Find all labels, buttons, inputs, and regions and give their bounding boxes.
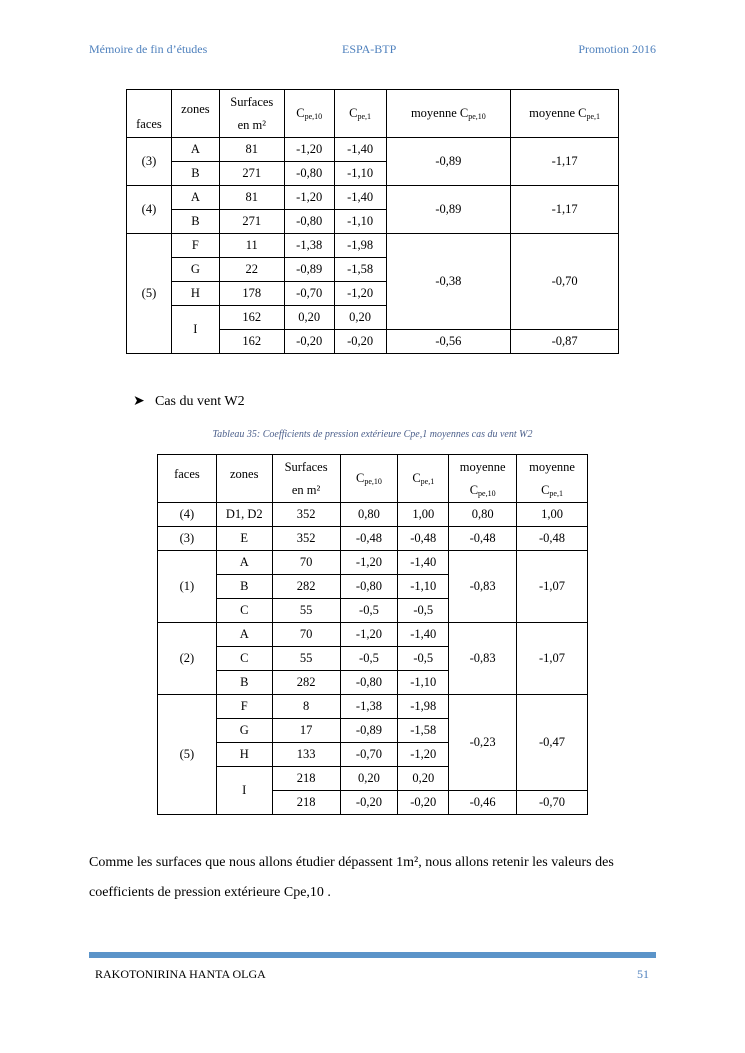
table-header-row bbox=[127, 90, 619, 138]
cell-cpe10: -0,80 bbox=[340, 575, 398, 599]
cell-cpe10: -0,48 bbox=[340, 527, 398, 551]
cell-cpe10: -0,70 bbox=[284, 282, 334, 306]
cell-moy-cpe1: -0,70 bbox=[517, 791, 588, 815]
section-bullet bbox=[133, 393, 245, 410]
table-row bbox=[158, 695, 588, 719]
cell-moy-cpe1: -1,07 bbox=[517, 623, 588, 695]
cell-cpe1: -1,10 bbox=[398, 671, 449, 695]
table-wind-w2-coefficients bbox=[157, 454, 588, 815]
cell-surface: 81 bbox=[219, 186, 284, 210]
cell-zone: I bbox=[216, 767, 272, 815]
col-faces: faces bbox=[158, 455, 217, 503]
cell-moy-cpe1: -0,87 bbox=[511, 330, 619, 354]
col-zones: zones bbox=[171, 90, 219, 138]
table-row bbox=[127, 234, 619, 258]
cpe1-sub: pe,1 bbox=[420, 477, 435, 487]
cell-cpe1: -1,98 bbox=[398, 695, 449, 719]
cell-cpe1: -0,5 bbox=[398, 647, 449, 671]
col-zones: zones bbox=[216, 455, 272, 503]
col-cpe10: $C_{pe,10}$ bbox=[340, 455, 398, 503]
table-wind-w1-coefficients bbox=[126, 89, 619, 354]
cell-surface: 162 bbox=[219, 306, 284, 330]
cell-zone: A bbox=[171, 186, 219, 210]
col-surfaces-line2: en m² bbox=[291, 482, 321, 497]
cell-zone: F bbox=[171, 234, 219, 258]
cell-zone: I bbox=[171, 306, 219, 354]
table-row bbox=[158, 551, 588, 575]
cell-moy-cpe10: 0,80 bbox=[449, 503, 517, 527]
cell-cpe1: -1,58 bbox=[334, 258, 386, 282]
cell-cpe10: -0,89 bbox=[340, 719, 398, 743]
cell-cpe1: -1,58 bbox=[398, 719, 449, 743]
moy-cpe1-sub: pe,1 bbox=[549, 488, 563, 498]
cell-moy-cpe1: -1,17 bbox=[511, 186, 619, 234]
cell-cpe10: 0,20 bbox=[284, 306, 334, 330]
cell-cpe1: -1,20 bbox=[334, 282, 386, 306]
col-moyenne-label: moyenne bbox=[459, 459, 506, 474]
cell-moy-cpe10: -0,89 bbox=[386, 186, 511, 234]
cell-cpe1: -0,48 bbox=[398, 527, 449, 551]
cell-zone: B bbox=[171, 162, 219, 186]
table-row bbox=[127, 186, 619, 210]
cell-zone: G bbox=[171, 258, 219, 282]
cell-surface: 352 bbox=[272, 503, 340, 527]
cell-cpe10: -0,5 bbox=[340, 647, 398, 671]
cell-moy-cpe10: -0,48 bbox=[449, 527, 517, 551]
col-moyenne-cpe10: moyenne $C_{pe,10}$ bbox=[449, 455, 517, 503]
cell-moy-cpe10: -0,89 bbox=[386, 138, 511, 186]
cell-surface: 11 bbox=[219, 234, 284, 258]
cpe10-sub: pe,10 bbox=[364, 477, 382, 487]
cell-zone: C bbox=[216, 599, 272, 623]
cell-surface: 352 bbox=[272, 527, 340, 551]
cell-cpe10: -1,20 bbox=[340, 551, 398, 575]
col-surfaces bbox=[272, 455, 340, 503]
cell-cpe10: -1,38 bbox=[284, 234, 334, 258]
col-faces: faces bbox=[127, 90, 172, 138]
cell-zone: A bbox=[171, 138, 219, 162]
cell-cpe10: 0,80 bbox=[340, 503, 398, 527]
cell-surface: 55 bbox=[272, 647, 340, 671]
cell-moy-cpe1: -0,48 bbox=[517, 527, 588, 551]
col-moyenne-cpe1: moyenne $C_{pe,1}$ bbox=[517, 455, 588, 503]
moy-cpe1-sub: pe,1 bbox=[586, 112, 601, 122]
cell-surface: 70 bbox=[272, 623, 340, 647]
cell-face: (2) bbox=[158, 623, 217, 695]
body-paragraph: Comme les surfaces que nous allons étudier dépassent 1m², nous allons retenir les valeurs des coefficients de pression extérieure Cpe,10 . bbox=[89, 855, 614, 900]
cell-cpe10: -0,5 bbox=[340, 599, 398, 623]
cell-moy-cpe10: -0,23 bbox=[449, 695, 517, 791]
cell-cpe10: -0,70 bbox=[340, 743, 398, 767]
footer-author: RAKOTONIRINA HANTA OLGA bbox=[95, 967, 266, 981]
moy-cpe10-sub: pe,10 bbox=[468, 112, 486, 122]
cell-cpe10: -1,20 bbox=[284, 138, 334, 162]
cell-cpe1: -0,20 bbox=[334, 330, 386, 354]
cell-surface: 218 bbox=[272, 767, 340, 791]
header-right: Promotion 2016 bbox=[578, 42, 656, 56]
cell-cpe1: -1,10 bbox=[398, 575, 449, 599]
header-center: ESPA-BTP bbox=[342, 42, 397, 56]
table-row bbox=[127, 138, 619, 162]
cell-zone: A bbox=[216, 551, 272, 575]
cell-cpe1: 0,20 bbox=[398, 767, 449, 791]
cell-surface: 271 bbox=[219, 162, 284, 186]
col-cpe1: $C_{pe,1}$ bbox=[334, 90, 386, 138]
table-row bbox=[158, 503, 588, 527]
cell-face: (4) bbox=[127, 186, 172, 234]
cell-moy-cpe10: -0,38 bbox=[386, 234, 511, 330]
cell-surface: 218 bbox=[272, 791, 340, 815]
cell-surface: 178 bbox=[219, 282, 284, 306]
cell-cpe10: -0,80 bbox=[284, 162, 334, 186]
col-cpe1: $C_{pe,1}$ bbox=[398, 455, 449, 503]
cell-surface: 162 bbox=[219, 330, 284, 354]
cell-surface: 22 bbox=[219, 258, 284, 282]
cell-zone: E bbox=[216, 527, 272, 551]
cell-surface: 8 bbox=[272, 695, 340, 719]
page-number: 51 bbox=[637, 967, 649, 981]
cell-zone: H bbox=[171, 282, 219, 306]
arrow-bullet-icon: ➤ bbox=[133, 394, 145, 409]
cell-cpe1: -1,10 bbox=[334, 162, 386, 186]
cell-cpe1: -1,40 bbox=[398, 623, 449, 647]
cell-cpe10: -0,80 bbox=[340, 671, 398, 695]
table-row bbox=[158, 527, 588, 551]
cell-moy-cpe10: -0,46 bbox=[449, 791, 517, 815]
cell-face: (5) bbox=[158, 695, 217, 815]
cell-moy-cpe1: -0,47 bbox=[517, 695, 588, 791]
cell-zone: B bbox=[171, 210, 219, 234]
cell-zone: F bbox=[216, 695, 272, 719]
col-surfaces-line1: Surfaces bbox=[284, 459, 328, 474]
cell-cpe10: -1,20 bbox=[284, 186, 334, 210]
cell-moy-cpe10: -0,83 bbox=[449, 623, 517, 695]
cell-moy-cpe1: -0,70 bbox=[511, 234, 619, 330]
cell-surface: 133 bbox=[272, 743, 340, 767]
cell-face: (1) bbox=[158, 551, 217, 623]
cell-face: (3) bbox=[158, 527, 217, 551]
cell-cpe1: -1,40 bbox=[334, 186, 386, 210]
cell-face: (3) bbox=[127, 138, 172, 186]
cell-moy-cpe10: -0,83 bbox=[449, 551, 517, 623]
col-surfaces-line2: en m² bbox=[237, 117, 266, 132]
col-moyenne-cpe1: moyenne $C_{pe,1}$ bbox=[511, 90, 619, 138]
cell-zone: C bbox=[216, 647, 272, 671]
cell-cpe1: 1,00 bbox=[398, 503, 449, 527]
col-cpe10: $C_{pe,10}$ bbox=[284, 90, 334, 138]
cell-zone: H bbox=[216, 743, 272, 767]
cpe1-sub: pe,1 bbox=[357, 112, 372, 122]
cell-cpe1: -1,10 bbox=[334, 210, 386, 234]
col-moyenne-label: moyenne bbox=[529, 459, 575, 474]
cell-face: (5) bbox=[127, 234, 172, 354]
cell-moy-cpe1: 1,00 bbox=[517, 503, 588, 527]
cell-cpe1: -1,20 bbox=[398, 743, 449, 767]
cell-zone: D1, D2 bbox=[216, 503, 272, 527]
cell-cpe1: -1,40 bbox=[398, 551, 449, 575]
cell-surface: 271 bbox=[219, 210, 284, 234]
cell-surface: 17 bbox=[272, 719, 340, 743]
cell-surface: 55 bbox=[272, 599, 340, 623]
cell-zone: G bbox=[216, 719, 272, 743]
cell-moy-cpe1: -1,17 bbox=[511, 138, 619, 186]
cell-moy-cpe10: -0,56 bbox=[386, 330, 511, 354]
cell-cpe10: -1,20 bbox=[340, 623, 398, 647]
footer-divider bbox=[89, 952, 656, 958]
header-left: Mémoire de fin d’études bbox=[89, 42, 208, 56]
table-row bbox=[158, 623, 588, 647]
cell-cpe10: -0,80 bbox=[284, 210, 334, 234]
moy-cpe10-sub: pe,10 bbox=[478, 488, 496, 498]
cell-surface: 282 bbox=[272, 671, 340, 695]
cell-zone: B bbox=[216, 671, 272, 695]
cell-cpe10: -0,20 bbox=[340, 791, 398, 815]
cell-cpe1: -1,40 bbox=[334, 138, 386, 162]
cell-face: (4) bbox=[158, 503, 217, 527]
cell-cpe10: -1,38 bbox=[340, 695, 398, 719]
cell-cpe1: -1,98 bbox=[334, 234, 386, 258]
col-surfaces bbox=[219, 90, 284, 138]
cell-surface: 70 bbox=[272, 551, 340, 575]
cell-cpe1: 0,20 bbox=[334, 306, 386, 330]
cpe10-sub: pe,10 bbox=[304, 112, 323, 122]
cell-surface: 81 bbox=[219, 138, 284, 162]
cell-surface: 282 bbox=[272, 575, 340, 599]
cell-moy-cpe1: -1,07 bbox=[517, 551, 588, 623]
cell-zone: A bbox=[216, 623, 272, 647]
table-header-row bbox=[158, 455, 588, 503]
cell-cpe10: -0,89 bbox=[284, 258, 334, 282]
section-title: Cas du vent W2 bbox=[155, 394, 245, 409]
cell-cpe10: -0,20 bbox=[284, 330, 334, 354]
cell-cpe1: -0,20 bbox=[398, 791, 449, 815]
col-surfaces-line1: Surfaces bbox=[230, 94, 274, 109]
cell-cpe10: 0,20 bbox=[340, 767, 398, 791]
cell-cpe1: -0,5 bbox=[398, 599, 449, 623]
table-caption: Tableau 35: Coefficients de pression extérieure Cpe,1 moyennes cas du vent W2 bbox=[212, 429, 533, 440]
col-moyenne-cpe10: moyenne $C_{pe,10}$ bbox=[386, 90, 511, 138]
cell-zone: B bbox=[216, 575, 272, 599]
